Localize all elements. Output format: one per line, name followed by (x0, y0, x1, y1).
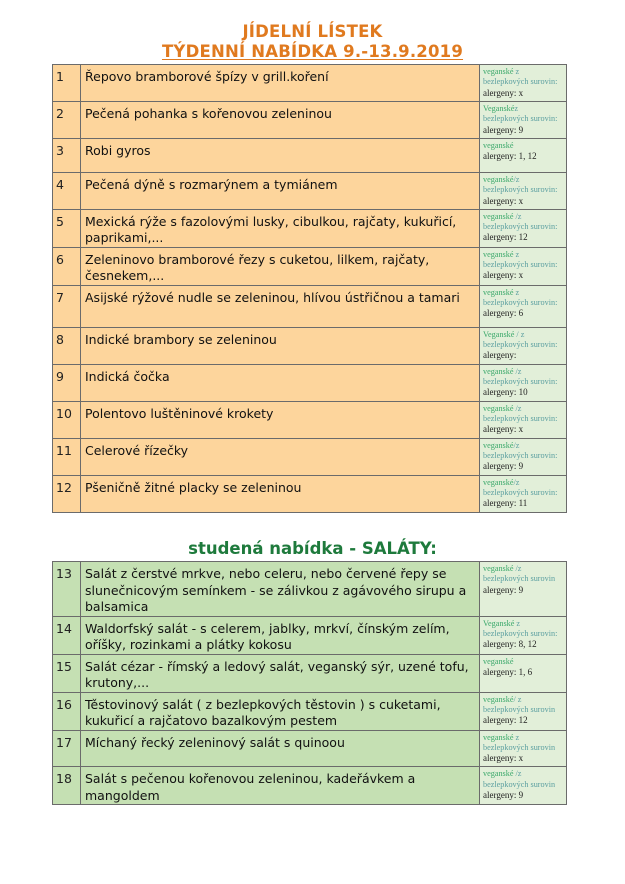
vegan-label: Veganské (483, 329, 515, 339)
vegan-label: veganské (483, 366, 514, 376)
gluten-free-label: /z bezlepkových surovin (483, 564, 556, 584)
gluten-free-label: /z bezlepkových surovin: (483, 211, 558, 232)
cold-menu-heading: studená nabídka - SALÁTY: (188, 539, 437, 558)
menu-row (53, 285, 567, 327)
dish-diet-info (480, 285, 567, 327)
dish-diet-info (480, 247, 567, 285)
dish-diet-info (480, 102, 567, 139)
dish-diet-info (480, 692, 567, 730)
menu-row (53, 209, 567, 247)
vegan-label: veganské (483, 67, 514, 76)
vegan-label: veganské (483, 769, 514, 779)
gluten-free-label: z bezlepkových surovin (483, 732, 556, 752)
vegan-label: veganské (483, 440, 514, 450)
dish-name: Míchaný řecký zeleninový salát s quinoou (81, 730, 480, 767)
dish-name: Waldorfský salát - s celerem, jablky, mrkví, čínským zelím, oříšky, rozinkami a plátky kokosu (81, 616, 480, 654)
dish-name: Robi gyros (81, 139, 480, 173)
dish-number: 2 (53, 102, 81, 139)
dish-name: Těstovinový salát ( z bezlepkových těstovin ) s cuketami, kukuřicí a rajčatovo bazalkovým pestem (81, 692, 480, 730)
dish-number: 13 (53, 562, 81, 617)
allergens-label: alergeny: 9 (483, 789, 524, 800)
dish-name: Celerové řízečky (81, 438, 480, 475)
dish-name: Indická čočka (81, 364, 480, 401)
dish-number: 11 (53, 438, 81, 475)
menu-row (53, 730, 567, 767)
menu-row (53, 692, 567, 730)
allergens-label: alergeny: 1, 12 (483, 151, 537, 162)
gluten-free-label: z bezlepkových surovin: (483, 249, 558, 270)
gluten-free-label: / z bezlepkových surovin: (483, 329, 558, 350)
menu-row (53, 102, 567, 139)
menu-row (53, 562, 567, 617)
vegan-label: veganské (483, 656, 514, 666)
allergens-label: alergeny: x (483, 753, 524, 764)
vegan-label: veganské (483, 564, 514, 573)
menu-row (53, 364, 567, 401)
salad-menu-table (52, 561, 567, 805)
allergens-label: alergeny: 12 (483, 232, 528, 243)
dish-name: Pečená dýně s rozmarýnem a tymiánem (81, 173, 480, 210)
allergens-label: alergeny: 10 (483, 387, 528, 398)
menu-title: JÍDELNÍ LÍSTEK (242, 22, 383, 41)
dish-diet-info (480, 327, 567, 364)
dish-number: 12 (53, 475, 81, 512)
allergens-label: alergeny: x (483, 195, 524, 206)
menu-row (53, 139, 567, 173)
dish-number: 18 (53, 767, 81, 805)
vegan-label: veganské (483, 175, 514, 184)
dish-number: 14 (53, 616, 81, 654)
dish-number: 7 (53, 285, 81, 327)
dish-name: Pečená pohanka s kořenovou zeleninou (81, 102, 480, 139)
menu-row (53, 475, 567, 512)
gluten-free-label: z bezlepkových surovin: (483, 67, 558, 87)
gluten-free-label: /z bezlepkových surovin: (483, 440, 558, 460)
menu-row (53, 616, 567, 654)
dish-diet-info (480, 654, 567, 692)
allergens-label: alergeny: 6 (483, 308, 524, 319)
dish-number: 10 (53, 401, 81, 438)
dish-number: 17 (53, 730, 81, 767)
gluten-free-label: z bezlepkových surovin: (483, 618, 558, 638)
dish-diet-info (480, 438, 567, 475)
vegan-label: Veganské (483, 618, 515, 628)
gluten-free-label: /z bezlepkových surovin (483, 769, 556, 789)
allergens-label: alergeny: 9 (483, 461, 524, 472)
menu-row (53, 438, 567, 475)
dish-name: Pšeničně žitné placky se zeleninou (81, 475, 480, 512)
gluten-free-label: / z bezlepkových surovin (483, 694, 556, 714)
dish-name: Řepovo bramborové špízy v grill.koření (81, 65, 480, 102)
menu-row (53, 654, 567, 692)
dish-number: 4 (53, 173, 81, 210)
allergens-label: alergeny: 9 (483, 584, 524, 595)
allergens-label: alergeny: (483, 350, 517, 361)
vegan-label: veganské (483, 287, 514, 297)
dish-name: Indické brambory se zeleninou (81, 327, 480, 364)
menu-row (53, 401, 567, 438)
menu-week-subtitle: TÝDENNÍ NABÍDKA 9.-13.9.2019 (161, 42, 464, 61)
allergens-label: alergeny: 11 (483, 498, 528, 509)
dish-number: 15 (53, 654, 81, 692)
dish-number: 16 (53, 692, 81, 730)
dish-diet-info (480, 475, 567, 512)
dish-number: 3 (53, 139, 81, 173)
allergens-label: alergeny: 8, 12 (483, 639, 537, 650)
dish-number: 5 (53, 209, 81, 247)
dish-diet-info (480, 616, 567, 654)
gluten-free-label: /z bezlepkových surovin: (483, 403, 558, 424)
allergens-label: alergeny: x (483, 270, 524, 281)
vegan-label: veganské (483, 403, 514, 413)
dish-number: 6 (53, 247, 81, 285)
allergens-label: alergeny: x (483, 87, 524, 98)
dish-diet-info (480, 173, 567, 210)
dish-number: 1 (53, 65, 81, 102)
gluten-free-label: z bezlepkových surovin: (483, 287, 558, 308)
gluten-free-label: /z bezlepkových surovin: (483, 175, 558, 195)
dish-number: 8 (53, 327, 81, 364)
dish-name: Salát cézar - římský a ledový salát, veganský sýr, uzené tofu, krutony,... (81, 654, 480, 692)
vegan-label: Veganské (483, 104, 515, 113)
dish-name: Polentovo luštěninové krokety (81, 401, 480, 438)
dish-diet-info (480, 730, 567, 767)
menu-row (53, 767, 567, 805)
menu-row (53, 65, 567, 102)
dish-name: Zeleninovo bramborové řezy s cuketou, lilkem, rajčaty, česnekem,... (81, 247, 480, 285)
vegan-label: veganské (483, 732, 514, 742)
dish-name: Asijské rýžové nudle se zeleninou, hlívou ústřičnou a tamari (81, 285, 480, 327)
vegan-label: veganské (483, 477, 514, 487)
allergens-label: alergeny: 1, 6 (483, 666, 533, 677)
dish-diet-info (480, 209, 567, 247)
allergens-label: alergeny: x (483, 424, 524, 435)
vegan-label: veganské (483, 211, 514, 221)
dish-diet-info (480, 139, 567, 173)
gluten-free-label: /z bezlepkových surovin: (483, 366, 558, 387)
dish-diet-info (480, 767, 567, 805)
vegan-label: veganské (483, 141, 514, 150)
hot-menu-table (52, 64, 567, 513)
dish-name: Salát z čerstvé mrkve, nebo celeru, nebo červené řepy se slunečnicovým semínkem - se zálivkou z agávového sirupu a balsamica (81, 562, 480, 617)
dish-diet-info (480, 65, 567, 102)
menu-row (53, 173, 567, 210)
menu-row (53, 327, 567, 364)
dish-diet-info (480, 401, 567, 438)
menu-row (53, 247, 567, 285)
vegan-label: veganské (483, 249, 514, 259)
allergens-label: alergeny: 12 (483, 715, 528, 726)
dish-name: Mexická rýže s fazolovými lusky, cibulkou, rajčaty, kukuřicí, paprikami,... (81, 209, 480, 247)
gluten-free-label: z bezlepkových surovin: (483, 104, 558, 124)
dish-name: Salát s pečenou kořenovou zeleninou, kadeřávkem a mangoldem (81, 767, 480, 805)
dish-diet-info (480, 364, 567, 401)
gluten-free-label: /z bezlepkových surovin: (483, 477, 558, 497)
vegan-label: veganské (483, 694, 514, 704)
dish-diet-info (480, 562, 567, 617)
dish-number: 9 (53, 364, 81, 401)
allergens-label: alergeny: 9 (483, 124, 524, 135)
